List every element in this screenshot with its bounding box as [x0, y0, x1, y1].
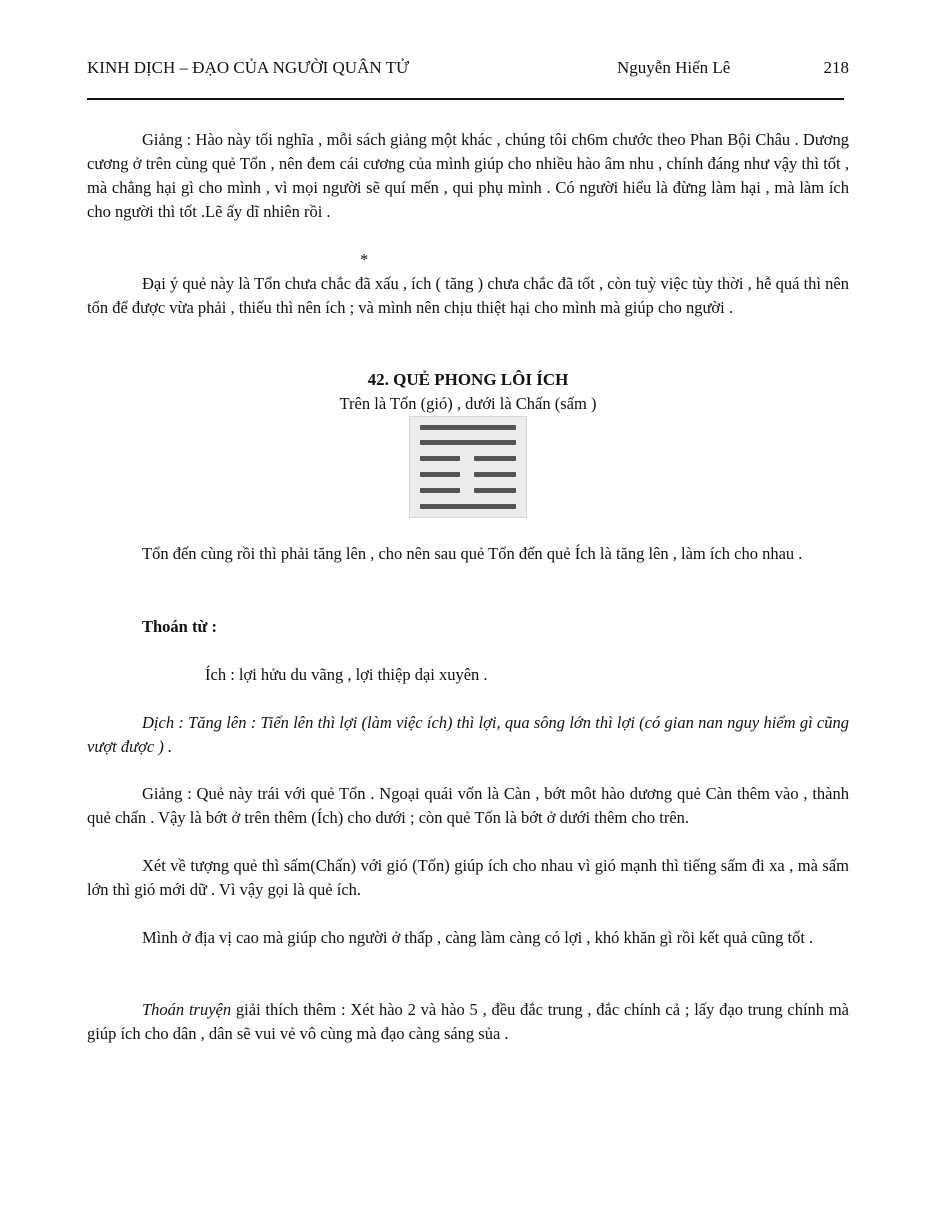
book-title: KINH DỊCH – ĐẠO CỦA NGƯỜI QUÂN TỬ	[87, 58, 410, 77]
page-header	[87, 58, 849, 80]
thoan-truyen-label: Thoán truyện	[142, 1000, 232, 1019]
section-subtitle: Trên là Tốn (gió) , dưới là Chấn (sấm )	[339, 394, 597, 413]
section-separator: *	[360, 250, 369, 269]
hexagram-line-yin-left	[420, 472, 460, 477]
giang-text: : Hào này tối nghĩa , mỗi sách giảng một khác , chúng tôi ch6m chước theo Phan Bội Châu . Dương cương ở trên cùng quẻ Tổn , nên đem cái cương của mình giúp cho nhiều hào âm nhu , chính đáng như vậy thì tốt , mà chẳng hại gì cho mình , vì mọi người sẽ quí mến , qui phụ mình . Có người hiểu là đừng làm hại , mà làm ích cho người thì tốt .Lẽ ấy dĩ nhiên rồi .	[87, 130, 849, 221]
xet-ve-paragraph: Xét về tượng quẻ thì sấm(Chấn) với gió (Tốn) giúp ích cho nhau vì gió mạnh thì tiếng sấm đi xa , mà sấm lớn thì gió mới dữ . Vì vậy gọi là quẻ ích.	[87, 856, 849, 899]
hexagram-line-yang	[420, 504, 516, 509]
hexagram-line-yang	[420, 425, 516, 430]
hexagram-line-yang	[420, 440, 516, 445]
hexagram-figure	[409, 416, 527, 518]
thoan-truyen-paragraph	[87, 998, 849, 1046]
hexagram-line-yin-right	[474, 488, 516, 493]
author-name: Nguyễn Hiến Lê	[617, 58, 731, 77]
thoan-tu-heading: Thoán từ :	[142, 617, 217, 636]
hexagram-line-yin-left	[420, 456, 460, 461]
thoan-truyen-text: giải thích thêm : Xét hào 2 và hào 5 , đều đắc trung , đắc chính cả ; lấy đạo trung chính mà giúp ích cho dân , dân sẽ vui vẻ vô cùng mà đạo càng sáng sủa .	[87, 1000, 849, 1043]
section-title: 42. QUẺ PHONG LÔI ÍCH	[367, 370, 569, 389]
dich-label: Dịch	[142, 713, 175, 732]
giang-paragraph-1	[87, 128, 849, 224]
giang-paragraph-2: Giảng : Quẻ này trái với quẻ Tổn . Ngoại quái vốn là Càn , bớt môt hào dương quẻ Càn thêm vào , thành quẻ chấn . Vậy là bớt ở trên thêm (Ích) cho dưới ; còn quẻ Tốn là bớt ở dưới thêm cho trên.	[87, 784, 849, 827]
hexagram-line-yin-right	[474, 472, 516, 477]
header-divider	[87, 98, 844, 100]
intro-paragraph: Tổn đến cùng rồi thì phải tăng lên , cho nên sau quẻ Tổn đến quẻ Ích là tăng lên , làm ích cho nhau .	[142, 544, 803, 563]
minh-o-paragraph: Mình ở địa vị cao mà giúp cho người ở thấp , càng làm càng có lợi , khó khăn gì rồi kết quả cũng tốt .	[142, 928, 814, 947]
dich-paragraph	[87, 711, 849, 759]
hexagram-line-yin-left	[420, 488, 460, 493]
page-number: 218	[823, 58, 849, 77]
summary-paragraph: Đại ý quẻ này là Tổn chưa chắc đã xấu , ích ( tăng ) chưa chắc đã tốt , còn tuỳ việc tùy thời , hễ quá thì nên tổn để được vừa phải , thiếu thì nên ích ; và mình nên chịu thiệt hại cho mình mà giúp cho người .	[87, 274, 849, 317]
dich-text: : Tăng lên : Tiến lên thì lợi (làm việc ích) thì lợi, qua sông lớn thì lợi (có gian nan nguy hiểm gì cũng vượt được ) .	[87, 713, 849, 756]
giang-label: Giảng	[142, 130, 183, 149]
thoan-tu-text: Ích : lợi hửu du vãng , lợi thiệp dại xuyên .	[205, 665, 488, 684]
hexagram-line-yin-right	[474, 456, 516, 461]
